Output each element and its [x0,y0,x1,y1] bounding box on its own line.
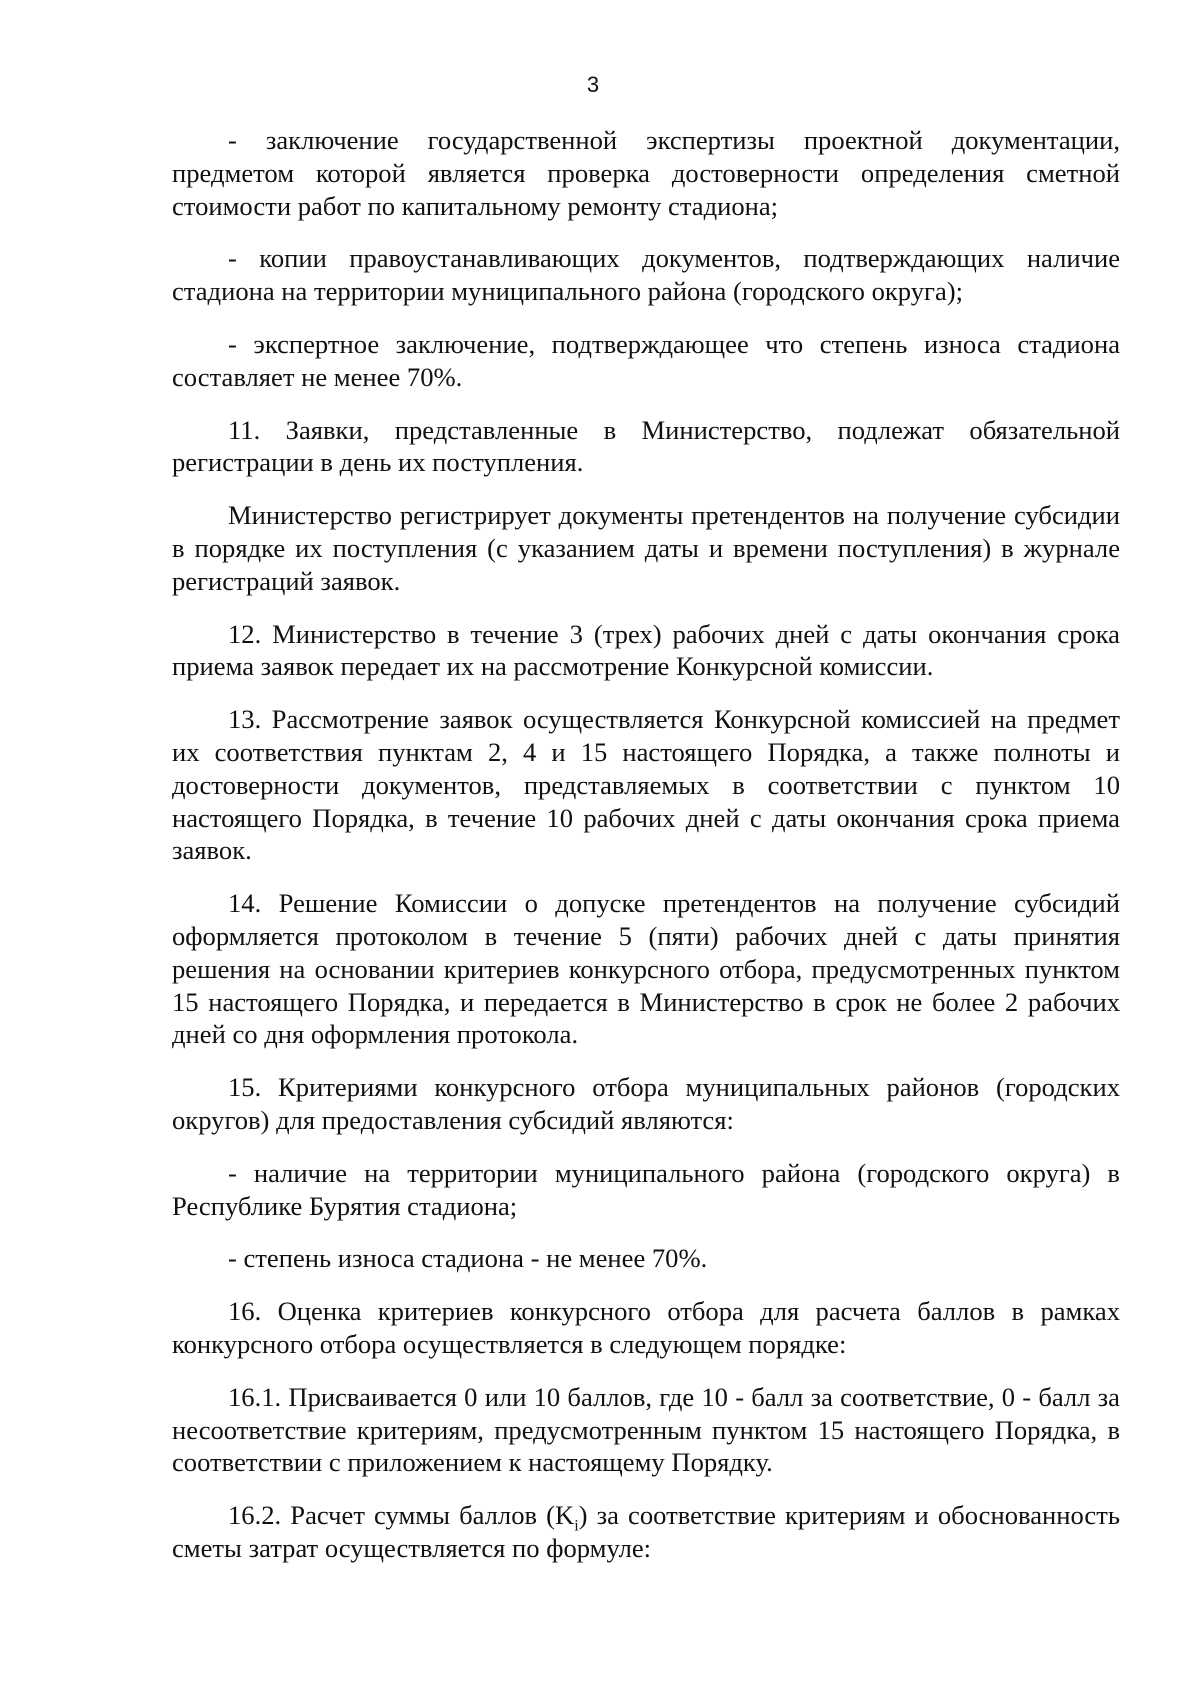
page-number: 3 [586,72,600,97]
paragraph-16-1: 16.1. Присваивается 0 или 10 баллов, где 10 - балл за соответствие, 0 - балл за несоответствие критериям, предусмотренным пунктом 15 настоящего Порядка, в соответствии с приложением к настоящему Порядку. [172,1381,1120,1478]
formula-text-before: 16.2. Расчет суммы баллов (K [228,1500,575,1531]
paragraph-11: 11. Заявки, представленные в Министерство, подлежат обязательной регистрации в день их поступления. [172,414,1120,478]
paragraph-expert-conclusion: - экспертное заключение, подтверждающее что степень износа стадиона составляет не менее 70%. [172,328,1120,392]
paragraph-14: 14. Решение Комиссии о допуске претендентов на получение субсидий оформляется протоколом в течение 5 (пяти) рабочих дней с даты принятия решения на основании критериев конкурсного отбора, предусмотренных пунктом 15 настоящего Порядка, и передается в Министерство в срок не более 2 рабочих дней со дня оформления протокола. [172,888,1120,1050]
formula-text-after: ) за соответствие критериям и обоснованность сметы затрат осуществляется по формуле: [172,1500,1120,1563]
paragraph-state-expertise: - заключение государственной экспертизы проектной документации, предметом которой является проверка достоверности определения сметной стоимости работ по капитальному ремонту стадиона; [172,125,1120,221]
paragraph-title-documents: - копии правоустанавливающих документов, подтверждающих наличие стадиона на территории муниципального района (городского округа); [172,243,1120,307]
paragraph-12: 12. Министерство в течение 3 (трех) рабочих дней с даты окончания срока приема заявок передает их на рассмотрение Конкурсной комиссии. [172,618,1120,682]
paragraph-16-2 [172,1499,1120,1565]
paragraph-16: 16. Оценка критериев конкурсного отбора для расчета баллов в рамках конкурсного отбора осуществляется в следующем порядке: [172,1296,1120,1359]
document-body [172,124,1120,1565]
paragraph-13: 13. Рассмотрение заявок осуществляется Конкурсной комиссией на предмет их соответствия пунктам 2, 4 и 15 настоящего Порядка, а также полноты и достоверности документов, представляемых в соответствии с пунктом 10 настоящего Порядка, в течение 10 рабочих дней с даты окончания срока приема заявок. [172,704,1120,866]
paragraph-registration: Министерство регистрирует документы претендентов на получение субсидии в порядке их поступления (с указанием даты и времени поступления) в журнале регистраций заявок. [172,500,1120,596]
paragraph-15: 15. Критериями конкурсного отбора муниципальных районов (городских округов) для предоставления субсидий являются: [172,1072,1120,1135]
paragraph-criterion-stadium: - наличие на территории муниципального района (городского округа) в Республике Бурятия стадиона; [172,1157,1120,1221]
formula-subscript: i [574,1517,579,1535]
paragraph-criterion-wear: - степень износа стадиона - не менее 70%. [228,1243,708,1274]
